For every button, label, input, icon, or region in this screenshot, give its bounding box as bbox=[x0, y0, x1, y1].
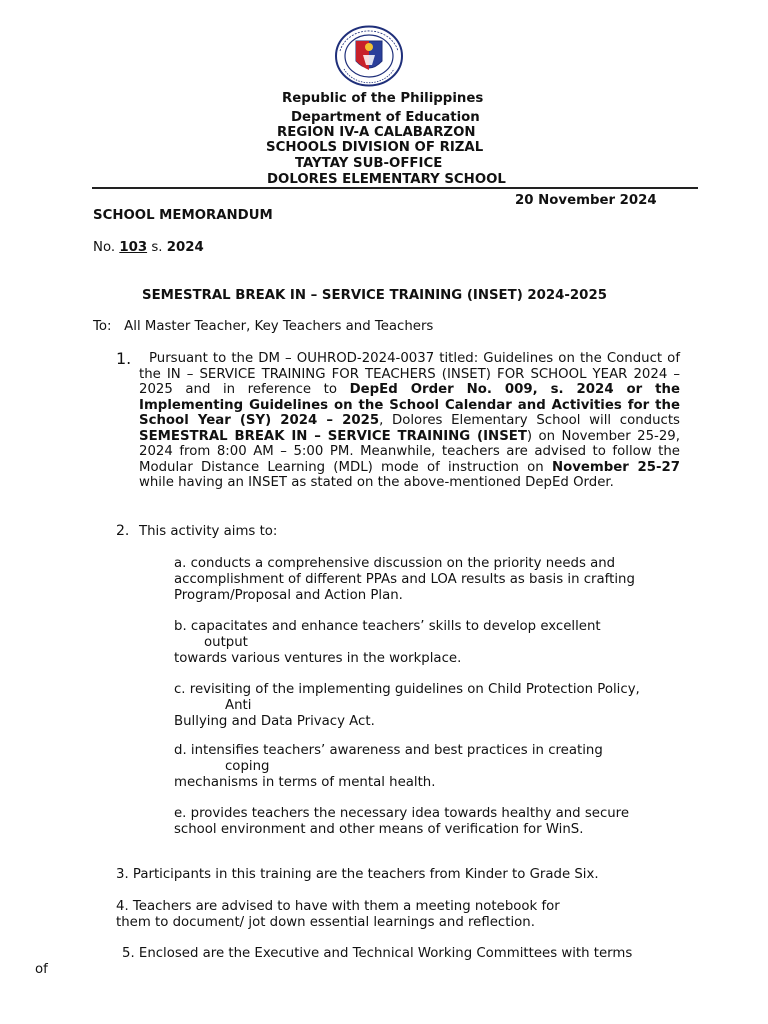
aim-e-line-1: e. provides teachers the necessary idea towards healthy and secure bbox=[174, 806, 630, 821]
para2-intro: This activity aims to: bbox=[139, 524, 278, 539]
aim-d-line-1: d. intensifies teachers’ awareness and best practices in creating bbox=[174, 743, 603, 758]
aim-c-line-2: Anti bbox=[225, 697, 252, 713]
para1-text bbox=[139, 351, 680, 491]
header-school: DOLORES ELEMENTARY SCHOOL bbox=[267, 172, 506, 187]
para4-line-2: them to document/ jot down essential learnings and reflection. bbox=[116, 915, 535, 930]
memo-series-label: s. bbox=[151, 240, 163, 255]
memo-series-value: 2024 bbox=[166, 240, 204, 255]
to-value: All Master Teacher, Key Teachers and Teachers bbox=[124, 319, 434, 334]
aim-c bbox=[174, 682, 640, 729]
para1-bold-2: SEMESTRAL BREAK IN – SERVICE TRAINING (INSET bbox=[139, 428, 527, 444]
para1-text-4: while having an INSET as stated on the above-mentioned DepEd Order. bbox=[139, 475, 614, 490]
aim-a bbox=[174, 556, 635, 603]
header-sub-office: TAYTAY SUB-OFFICE bbox=[295, 156, 443, 171]
header-region: REGION IV-A CALABARZON bbox=[277, 125, 476, 140]
aim-e-line-2: school environment and other means of verification for WinS. bbox=[174, 821, 584, 837]
memo-number bbox=[93, 240, 204, 255]
para1-bold-1: DepEd Order No. 009, s. 2024 or the Implementing Guidelines on the School Calendar and Activities for the School Year (SY) 2024 – 2025 bbox=[139, 382, 681, 428]
aim-d-line-2: coping bbox=[225, 758, 270, 774]
memo-title: SEMESTRAL BREAK IN – SERVICE TRAINING (INSET) 2024-2025 bbox=[142, 288, 607, 303]
header-divider bbox=[92, 187, 698, 189]
para4-line-1: 4. Teachers are advised to have with them a meeting notebook for bbox=[116, 899, 560, 914]
para4-text bbox=[116, 899, 560, 931]
para1-text-1: Pursuant to the DM – OUHROD-2024-0037 titled: Guidelines on the Conduct of the IN – SERVICE TRAINING FOR TEACHERS (INSET) FOR SCHOOL YEAR 2024 – 2025 and in reference to bbox=[139, 351, 680, 397]
header-republic: Republic of the Philippines bbox=[282, 91, 484, 106]
aim-b-line-1: b. capacitates and enhance teachers’ skills to develop excellent bbox=[174, 619, 601, 634]
aim-e bbox=[174, 806, 629, 838]
aim-b bbox=[174, 619, 601, 666]
aim-a-line-3: Program/Proposal and Action Plan. bbox=[174, 587, 403, 603]
memo-no-value: 103 bbox=[119, 240, 148, 255]
para3-text: 3. Participants in this training are the teachers from Kinder to Grade Six. bbox=[116, 867, 599, 882]
aim-a-line-2: accomplishment of different PPAs and LOA results as basis in crafting bbox=[174, 571, 635, 587]
para5-text: 5. Enclosed are the Executive and Technical Working Committees with terms bbox=[122, 946, 633, 961]
memo-recipients bbox=[93, 319, 433, 334]
para2-number: 2. bbox=[116, 523, 130, 539]
aim-a-line-1: a. conducts a comprehensive discussion on the priority needs and bbox=[174, 556, 616, 571]
to-label: To: bbox=[93, 319, 112, 334]
para1-text-2: , Dolores Elementary School will conducts bbox=[379, 413, 680, 428]
aim-d-line-3: mechanisms in terms of mental health. bbox=[174, 774, 436, 790]
aim-d bbox=[174, 743, 603, 790]
para1-bold-3: November 25-27 bbox=[551, 459, 680, 475]
aim-c-line-1: c. revisiting of the implementing guidelines on Child Protection Policy, bbox=[174, 682, 640, 697]
header-department: Department of Education bbox=[291, 110, 480, 125]
para1-text-3: ) on November 25-29, 2024 from 8:00 AM – 5:00 PM. Meanwhile, teachers are advised to follow the Modular Distance Learning (MDL) mode of instruction on bbox=[139, 428, 680, 475]
para5-continuation: of bbox=[35, 962, 48, 977]
aim-b-line-3: towards various ventures in the workplace. bbox=[174, 650, 462, 666]
memo-date: 20 November 2024 bbox=[515, 193, 657, 208]
memo-type: SCHOOL MEMORANDUM bbox=[93, 208, 273, 223]
aim-c-line-3: Bullying and Data Privacy Act. bbox=[174, 713, 375, 729]
para1-number: 1. bbox=[116, 349, 132, 368]
deped-seal-icon bbox=[334, 25, 404, 87]
memo-no-label: No. bbox=[93, 240, 116, 255]
aim-b-line-2: output bbox=[204, 634, 248, 650]
header-division: SCHOOLS DIVISION OF RIZAL bbox=[266, 140, 484, 155]
